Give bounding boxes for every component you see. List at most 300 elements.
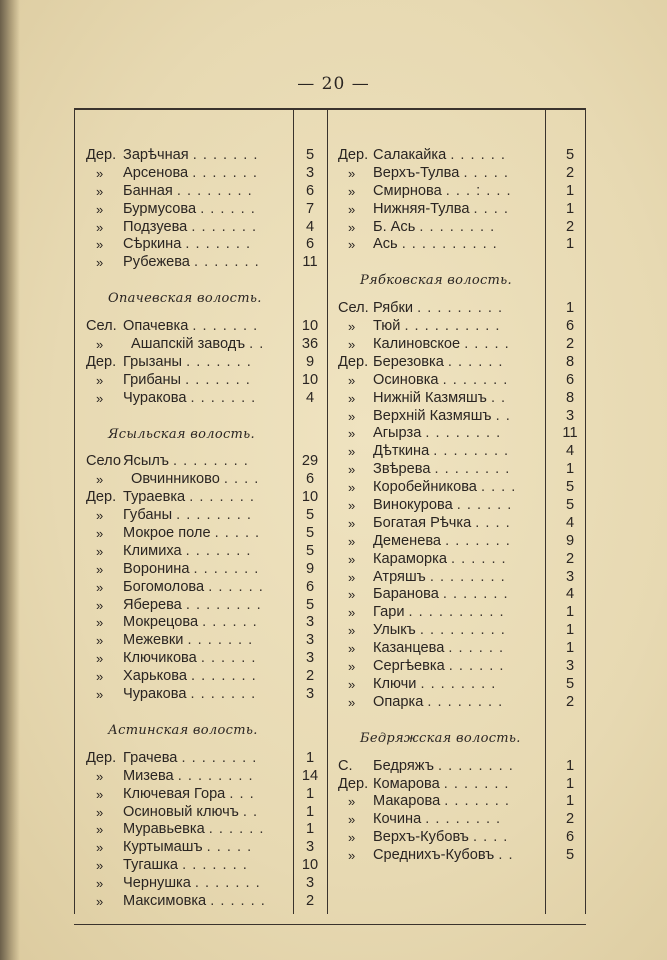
settlement-name-text: Рябки <box>373 300 414 317</box>
settlement-type-label: » <box>96 526 104 542</box>
settlement-name-text: Богомолова <box>123 578 205 595</box>
settlement-name-text: Опачевка <box>123 318 189 335</box>
settlement-row <box>86 219 326 237</box>
leader-dots: . . . . . . <box>210 892 266 909</box>
settlement-name <box>373 201 509 219</box>
leader-dots: . . <box>490 389 507 406</box>
settlement-name-text: Рубежева <box>123 254 190 271</box>
settlement-row <box>86 165 326 183</box>
settlement-name <box>373 658 504 676</box>
leader-dots: . . . . . . . . <box>425 811 502 828</box>
settlement-name <box>123 875 261 893</box>
settlement-name-text: Мизева <box>123 767 174 784</box>
settlement-type-label: » <box>348 812 356 828</box>
settlement-row <box>86 372 326 390</box>
spacer <box>338 712 583 730</box>
leader-dots: . . . . . . . <box>190 686 257 703</box>
settlement-row <box>338 497 583 515</box>
household-count: 1 <box>565 182 575 199</box>
settlement-row <box>338 551 583 569</box>
settlement-row <box>86 390 326 408</box>
household-count: 6 <box>565 318 575 335</box>
settlement-name-text: Кочина <box>373 811 422 828</box>
leader-dots: . . . . . . <box>200 650 257 667</box>
settlement-name <box>123 236 251 254</box>
settlement-name <box>373 586 509 604</box>
settlement-name <box>373 604 505 622</box>
settlement-row <box>86 650 326 668</box>
page-number: — 20 — <box>297 74 370 94</box>
spacer <box>338 290 583 300</box>
household-count: 1 <box>565 622 575 639</box>
settlement-name <box>123 597 262 615</box>
settlement-name-text: Атряшъ <box>373 568 426 585</box>
household-count: 1 <box>565 757 575 774</box>
settlement-type-label: С. <box>338 757 353 774</box>
settlement-type-label: Дер. <box>86 749 117 766</box>
settlement-name <box>373 165 509 183</box>
settlement-row <box>86 786 326 804</box>
settlement-name <box>373 811 501 829</box>
settlement-type-label: » <box>348 480 356 496</box>
settlement-row <box>338 640 583 658</box>
household-count: 3 <box>305 614 315 631</box>
settlement-row <box>86 236 326 254</box>
settlement-name-text: Ашапскій заводъ <box>131 336 246 353</box>
settlement-name <box>123 786 255 804</box>
settlement-name <box>373 694 503 712</box>
settlement-row <box>86 254 326 272</box>
leader-dots: . . . . . . . . <box>420 675 497 692</box>
household-count: 3 <box>305 650 315 667</box>
settlement-row <box>86 821 326 839</box>
settlement-name-text: Баранова <box>373 586 439 603</box>
settlement-name-text: Арсенова <box>123 164 189 181</box>
settlement-type-label: » <box>348 587 356 603</box>
settlement-name <box>373 372 508 390</box>
leader-dots: . . . . <box>473 200 509 217</box>
settlement-name-text: Бедряжъ <box>373 757 434 774</box>
household-count: 9 <box>565 532 575 549</box>
settlement-type-label: » <box>348 408 356 424</box>
volost-heading: Рябковская волость. <box>360 273 512 289</box>
settlement-row <box>338 694 583 712</box>
household-count: 2 <box>565 550 575 567</box>
leader-dots: . . . . . . . . <box>419 218 496 235</box>
spacer <box>338 748 583 758</box>
settlement-name <box>373 515 511 533</box>
leader-dots: . . . . . . . <box>442 371 509 388</box>
household-count: 2 <box>305 892 315 909</box>
household-count: 3 <box>305 875 315 892</box>
leader-dots: . . . . . . . . <box>425 425 502 442</box>
settlement-name <box>373 300 503 318</box>
leader-dots: . . . . . . . <box>443 775 510 792</box>
settlement-type-label: » <box>96 893 104 909</box>
leader-dots: . . . . . . . <box>191 668 257 685</box>
settlement-row <box>86 489 326 507</box>
settlement-row <box>338 201 583 219</box>
household-count: 1 <box>565 793 575 810</box>
settlement-row <box>86 336 326 354</box>
leader-dots: . . . . . . . . <box>176 507 252 524</box>
settlement-name-text: Грызаны <box>123 353 183 370</box>
settlement-type-label: Сел. <box>86 318 117 335</box>
household-count: 5 <box>565 497 575 514</box>
settlement-row <box>338 236 583 254</box>
settlement-row <box>86 453 326 471</box>
settlement-name-text: Смирнова <box>373 182 442 199</box>
settlement-row <box>338 847 583 865</box>
settlement-name-text: Звѣрева <box>373 461 431 478</box>
leader-dots: . . . . <box>475 514 511 531</box>
settlement-type-label: » <box>348 372 356 388</box>
settlement-name-text: Бурмусова <box>123 200 197 217</box>
settlement-row <box>338 533 583 551</box>
leader-dots: . . . . . . . <box>192 318 259 335</box>
leader-dots: . . . . . . . . . . <box>404 318 501 335</box>
leader-dots: . . . . . . . <box>190 389 257 406</box>
household-count: 10 <box>301 489 319 506</box>
leader-dots: . . . . <box>223 471 260 488</box>
settlement-type-label: » <box>96 237 104 253</box>
volost-heading: Опачевская волость. <box>108 291 262 307</box>
settlement-type-label: » <box>96 669 104 685</box>
settlement-type-label: » <box>348 623 356 639</box>
settlement-type-label: Сел. <box>338 300 369 317</box>
settlement-name-text: Среднихъ-Кубовъ <box>373 847 495 864</box>
settlement-name <box>373 461 510 479</box>
household-count: 7 <box>305 200 315 217</box>
settlement-row <box>86 471 326 489</box>
settlement-type-label: » <box>96 840 104 856</box>
household-count: 4 <box>565 443 575 460</box>
settlement-name-text: Подзуева <box>123 218 188 235</box>
leader-dots: . . . . . . <box>448 658 505 675</box>
settlement-row <box>86 201 326 219</box>
settlement-name-text: Банная <box>123 182 173 199</box>
leader-dots: . . . . . . . . <box>438 757 514 774</box>
settlement-name-text: Тюй <box>373 318 401 335</box>
settlement-name <box>373 219 495 237</box>
settlement-name <box>373 640 504 658</box>
settlement-row <box>338 604 583 622</box>
settlement-type-label: Дер. <box>86 489 117 506</box>
leader-dots: . . . . . <box>214 525 261 542</box>
settlement-row <box>86 804 326 822</box>
settlement-name <box>123 318 258 336</box>
settlement-row <box>338 183 583 201</box>
settlement-name <box>373 408 511 426</box>
settlement-name <box>373 443 509 461</box>
household-count: 1 <box>565 300 575 317</box>
settlement-name-text: Тугашка <box>123 857 179 874</box>
settlement-type-label: » <box>348 641 356 657</box>
settlement-name-text: Улыкъ <box>373 622 416 639</box>
settlement-type-label: » <box>348 319 356 335</box>
household-count: 6 <box>305 578 315 595</box>
settlement-name-text: Ключи <box>373 675 417 692</box>
household-count: 2 <box>305 668 315 685</box>
settlement-type-label: » <box>96 390 104 406</box>
spacer <box>86 740 326 750</box>
settlement-name <box>373 829 508 847</box>
volost-heading: Астинская волость. <box>108 722 258 738</box>
settlement-name-text: Овчинниково <box>131 471 220 488</box>
settlement-type-label: » <box>96 372 104 388</box>
household-count: 4 <box>305 389 315 406</box>
household-count: 1 <box>565 775 575 792</box>
settlement-name-text: Верхній Казмяшъ <box>373 407 492 424</box>
settlement-name <box>373 533 511 551</box>
settlement-row <box>86 525 326 543</box>
settlement-name <box>123 165 258 183</box>
settlement-row <box>338 622 583 640</box>
settlement-name-text: Харькова <box>123 668 187 685</box>
settlement-type-label: » <box>96 597 104 613</box>
settlement-name-text: Чуракова <box>123 389 187 406</box>
settlement-type-label: Село <box>86 453 121 470</box>
settlement-name <box>123 561 259 579</box>
settlement-name-text: Куртымашъ <box>123 839 203 856</box>
settlement-type-label: » <box>96 337 104 353</box>
settlement-type-label: » <box>348 848 356 864</box>
settlement-name-text: Коробейникова <box>373 479 477 496</box>
settlement-name <box>373 551 507 569</box>
volost-heading: Бедряжская волость. <box>360 730 521 746</box>
household-count: 3 <box>305 164 315 181</box>
settlement-row <box>86 875 326 893</box>
spacer <box>338 254 583 272</box>
settlement-type-label: » <box>348 605 356 621</box>
leader-dots: . . . . . . <box>208 578 264 595</box>
household-count: 3 <box>565 568 575 585</box>
leader-dots: . . <box>249 336 265 353</box>
settlement-name-text: Салакайка <box>373 147 447 163</box>
spacer <box>86 408 326 426</box>
settlement-row <box>86 354 326 372</box>
settlement-name <box>373 183 512 201</box>
leader-dots: . . . . . . . <box>185 236 252 253</box>
settlement-type-label: » <box>96 786 104 802</box>
household-count: 6 <box>305 471 315 488</box>
leader-dots: . . . . . . . . . <box>417 300 504 317</box>
leader-dots: . . . . . . . <box>185 542 252 559</box>
settlement-type-label: » <box>96 165 104 181</box>
household-count: 1 <box>565 236 575 253</box>
settlement-name <box>123 750 257 768</box>
settlement-name-text: Комарова <box>373 775 440 792</box>
settlement-name-text: Максимовка <box>123 892 207 909</box>
leader-dots: . . . . . <box>206 839 253 856</box>
leader-dots: . . . . . . . <box>191 218 258 235</box>
settlement-name <box>123 804 258 822</box>
leader-dots: . . . . <box>472 829 509 846</box>
household-count: 6 <box>565 829 575 846</box>
spacer <box>86 443 326 453</box>
household-count: 10 <box>301 371 319 388</box>
settlement-row <box>86 597 326 615</box>
settlement-name-text: Грибаны <box>123 371 182 388</box>
household-count: 3 <box>565 407 575 424</box>
settlement-type-label: » <box>348 533 356 549</box>
settlement-row <box>86 857 326 875</box>
settlement-type-label: Дер. <box>86 353 117 370</box>
leader-dots: . . . . . <box>463 164 509 181</box>
settlement-row <box>338 569 583 587</box>
volost-heading: Ясыльская волость. <box>108 426 255 442</box>
settlement-row <box>338 676 583 694</box>
settlement-name <box>123 632 253 650</box>
settlement-type-label: » <box>96 579 104 595</box>
leader-dots: . . . . . . <box>202 614 258 631</box>
household-count: 3 <box>565 658 575 675</box>
household-count: 11 <box>302 254 318 271</box>
household-count: 2 <box>565 164 575 181</box>
settlement-type-label: » <box>348 569 356 585</box>
settlement-type-label: » <box>348 498 356 514</box>
settlement-name <box>123 147 258 165</box>
settlement-row <box>86 893 326 911</box>
household-count: 1 <box>305 785 315 802</box>
leader-dots: . . . . . . . <box>185 371 251 388</box>
leader-dots: . . . <box>229 785 255 802</box>
settlement-name <box>373 236 498 254</box>
leader-dots: . . . . . . . <box>182 857 248 874</box>
column-divider-rule <box>327 108 328 914</box>
settlement-type-label: » <box>96 651 104 667</box>
settlement-type-label: » <box>348 462 356 478</box>
leader-dots: . . . . . . . <box>194 254 260 271</box>
settlement-name <box>123 821 264 839</box>
settlement-type-label: » <box>348 337 356 353</box>
household-count: 1 <box>305 803 315 820</box>
household-count: 1 <box>305 821 315 838</box>
settlement-name-text: Чуракова <box>123 686 187 703</box>
settlement-name-text: Дѣткина <box>373 443 430 460</box>
leader-dots: . . . . . . . . <box>433 443 510 460</box>
settlement-name-text: Опарка <box>373 693 424 710</box>
household-count: 6 <box>565 371 575 388</box>
settlement-name-text: Нижняя-Тулва <box>373 200 470 217</box>
settlement-row <box>338 461 583 479</box>
settlement-type-label: » <box>348 165 356 181</box>
settlement-type-label: » <box>348 444 356 460</box>
settlement-row <box>338 658 583 676</box>
settlement-name <box>123 893 266 911</box>
settlement-row <box>338 390 583 408</box>
household-count: 1 <box>305 749 315 766</box>
household-count: 2 <box>565 218 575 235</box>
household-count: 5 <box>305 542 315 559</box>
settlement-type-label: » <box>348 676 356 692</box>
household-count: 6 <box>305 182 315 199</box>
settlement-row <box>338 219 583 237</box>
leader-dots: . . . . . . . . <box>427 693 504 710</box>
settlement-name <box>123 686 256 704</box>
settlement-row <box>338 318 583 336</box>
settlement-row <box>86 561 326 579</box>
settlement-type-label: » <box>348 201 356 217</box>
leader-dots: . . . . . . . . <box>177 767 254 784</box>
settlement-type-label: Дер. <box>338 147 369 163</box>
settlement-row <box>338 408 583 426</box>
household-count: 5 <box>305 507 315 524</box>
leader-dots: . . . . . . <box>456 497 513 514</box>
settlement-type-label: Дер. <box>338 353 369 370</box>
settlement-name <box>123 183 253 201</box>
settlement-name <box>373 336 510 354</box>
household-count: 10 <box>301 857 319 874</box>
settlement-name-text: Мокрецова <box>123 614 199 631</box>
settlement-name-text: Верхъ-Тулва <box>373 164 460 181</box>
book-spine-shadow <box>0 0 20 960</box>
settlement-name-text: Березовка <box>373 353 444 370</box>
settlement-row <box>86 507 326 525</box>
household-count: 5 <box>565 675 575 692</box>
leader-dots: . . . . . . . <box>187 632 254 649</box>
settlement-type-label: » <box>96 822 104 838</box>
leader-dots: . . . . . . <box>450 147 506 163</box>
spacer <box>86 272 326 290</box>
settlement-name <box>123 201 256 219</box>
settlement-type-label: » <box>96 183 104 199</box>
settlement-name <box>123 614 258 632</box>
settlement-name-text: Богатая Рѣчка <box>373 514 472 531</box>
settlement-row <box>86 668 326 686</box>
leader-dots: . . . . . . <box>200 200 256 217</box>
settlement-name-text: Сѣркина <box>123 236 182 253</box>
household-count: 5 <box>305 596 315 613</box>
household-count: 1 <box>565 604 575 621</box>
settlement-type-label: » <box>348 551 356 567</box>
settlement-type-label: » <box>96 804 104 820</box>
leader-dots: . . . . . . . <box>192 164 258 181</box>
settlement-name-text: Макарова <box>373 793 441 810</box>
right-settlement-list <box>338 147 583 865</box>
leader-dots: . . . . . . . <box>189 489 255 506</box>
settlement-type-label: » <box>96 687 104 703</box>
settlement-name <box>123 390 256 408</box>
settlement-name <box>373 776 510 794</box>
household-count: 10 <box>301 318 319 335</box>
settlement-name-text: Воронина <box>123 560 190 577</box>
settlement-row <box>86 543 326 561</box>
settlement-row <box>86 839 326 857</box>
settlement-type-label: » <box>348 694 356 710</box>
leader-dots: . . . . . . . . . <box>419 622 506 639</box>
settlement-name-text: Климиха <box>123 542 182 559</box>
settlement-name-text: Казанцева <box>373 640 445 657</box>
settlement-name-text: Тураевка <box>123 489 186 506</box>
settlement-type-label: » <box>96 201 104 217</box>
household-count: 8 <box>565 353 575 370</box>
settlement-name <box>373 569 506 587</box>
household-count: 1 <box>565 640 575 657</box>
settlement-name <box>123 354 252 372</box>
settlement-name <box>373 425 501 443</box>
settlement-type-label: » <box>96 472 104 488</box>
leader-dots: . . . . . . <box>448 640 505 657</box>
table-right-rule <box>585 108 586 914</box>
household-count: 3 <box>305 839 315 856</box>
settlement-name-text: Ась <box>373 236 398 253</box>
leader-dots: . . . . . . . . <box>173 453 249 470</box>
settlement-name <box>373 758 514 776</box>
settlement-name-text: Винокурова <box>373 497 453 514</box>
leader-dots: . . . . . . <box>451 550 507 567</box>
leader-dots: . . . . . . . <box>444 793 510 810</box>
